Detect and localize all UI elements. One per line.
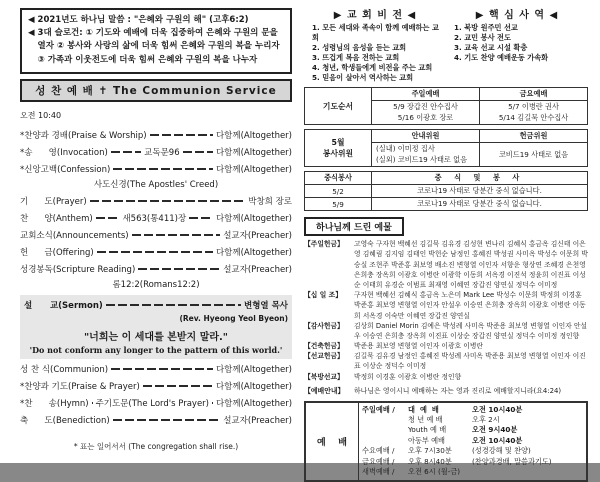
yearly-word-text: 2021년도 하나님 말씀 : "은혜와 구원의 해" (고후6:2) bbox=[37, 15, 249, 25]
schedule-name: 대 예 배 bbox=[408, 404, 439, 414]
worship-info-line bbox=[304, 387, 588, 397]
order-row-prayer bbox=[20, 193, 292, 210]
ministry-item: 1. 북방 원주민 선교 bbox=[454, 23, 518, 32]
schedule-prefix bbox=[362, 425, 408, 435]
order-row-confession bbox=[20, 161, 292, 178]
order-label: *신앙고백(Confession) bbox=[20, 165, 111, 176]
usher-cell bbox=[372, 143, 480, 167]
order-leader: 설교자(Preacher) bbox=[223, 416, 292, 427]
schedule-name: Youth 예 배 bbox=[408, 425, 447, 435]
apostles-creed-line: 사도신경(The Apostles' Creed) bbox=[93, 179, 219, 190]
offering-group-names: 김상희 Daniel Morin 김예은 박성례 사미옥 박준용 최보영 변형열 이인자 안설우 이승연 은희충 장옥희 이진표 이상순 장갑진 양연실 정덕수 이미정 정인향 bbox=[354, 321, 587, 340]
left-triangle-icon: ◀ bbox=[28, 15, 35, 25]
schedule-line-children bbox=[362, 436, 583, 446]
order-leader: 박창희 장로 bbox=[248, 197, 292, 208]
prayer-order-table bbox=[304, 87, 588, 125]
lunch-table-wrap bbox=[304, 171, 588, 211]
schedule-prefix: 새벽예배 / bbox=[362, 467, 395, 477]
sermon-preacher: 변형열 목사 bbox=[243, 301, 288, 312]
offering-group-label: 【감사헌금】 bbox=[304, 321, 344, 330]
order-row-offering bbox=[20, 244, 292, 261]
schedule-line-wednesday bbox=[362, 446, 583, 456]
order-row-announcements bbox=[20, 227, 292, 244]
leader-line bbox=[183, 151, 213, 153]
order-leader: 다함께(Altogether) bbox=[215, 148, 292, 159]
preacher-english-name: (Rev. Hyeong Yeol Byeon) bbox=[179, 313, 288, 323]
may-volunteer-table bbox=[304, 129, 588, 167]
schedule-line-youngadult bbox=[362, 415, 583, 425]
vision-item: 4. 청년, 학생들에게 비전을 주는 교회 bbox=[312, 63, 433, 73]
lunch-date: 5/2 bbox=[305, 185, 372, 198]
worship-info-verse: 하나님은 영이시니 예배하는 자는 영과 진리로 예배할지니라(요4:24) bbox=[354, 386, 562, 395]
offering-group-names: 구자현 백혜선 김혜식 홍금옥 노은미 Mark Lee 박성수 이문희 박정희 이경훈 박준홍 최보영 변형열 이인자 안설우 이승연 은희충 장옥희 이광호 이병란 이동희 서옥경 이숙만 이혜연 장갑진 양연실 bbox=[354, 291, 586, 320]
schedule-name: 오전 6시 (월-금) bbox=[408, 467, 461, 477]
schedule-line-dawn bbox=[362, 467, 583, 477]
vision-ministry-columns bbox=[304, 6, 588, 83]
ministry-item: 2. 교민 봉사 전도 bbox=[454, 33, 511, 43]
order-leader: 다함께(Altogether) bbox=[215, 365, 292, 376]
offering-committee-cell: 코비드19 사태로 없음 bbox=[480, 143, 588, 167]
order-row-invocation bbox=[20, 144, 292, 161]
order-label: *찬양과 기도(Praise & Prayer) bbox=[20, 382, 140, 393]
usher-header: 안내위원 bbox=[372, 130, 480, 143]
order-leader: 다함께(Altogether) bbox=[215, 382, 292, 393]
leader-line bbox=[96, 217, 120, 219]
order-row-communion bbox=[20, 361, 292, 378]
leader-line bbox=[113, 419, 221, 421]
core-ministry-section bbox=[446, 6, 588, 83]
schedule-time: (성경강해 및 찬양) bbox=[472, 446, 531, 456]
prayer-entry: 5/16 이광호 장로 bbox=[397, 112, 454, 122]
leader-line bbox=[92, 402, 93, 404]
lunch-date: 5/9 bbox=[305, 198, 372, 211]
offering-group-building bbox=[304, 341, 588, 351]
order-row-anthem bbox=[20, 210, 292, 227]
friday-prayer-cell bbox=[480, 101, 588, 125]
vision-item: 1. 모든 세대와 족속이 함께 예배하는 교회 bbox=[312, 23, 439, 43]
lunch-header-right: 중 식 및 봉 사 bbox=[372, 172, 588, 185]
order-leader: 설교자(Preacher) bbox=[223, 231, 292, 242]
scripture-reference-line: 롬12:2(Romans12:2) bbox=[112, 279, 200, 290]
order-label: 기 도(Prayer) bbox=[20, 197, 87, 208]
sermon-title-korean: "너희는 이 세대를 본받지 말라." bbox=[83, 331, 229, 343]
order-leader: 다함께(Altogether) bbox=[215, 399, 293, 410]
page-left-order-of-worship bbox=[0, 0, 300, 463]
offering-group-mission bbox=[304, 351, 588, 371]
usher-entry: (실외) 코비드19 사태로 없음 bbox=[376, 154, 468, 164]
service-time: 오전 10:40 bbox=[20, 110, 62, 120]
order-label: *찬양과 경배(Praise & Worship) bbox=[20, 131, 147, 142]
order-label: *송 영(Invocation) bbox=[20, 148, 108, 159]
order-row-hymn bbox=[20, 395, 292, 412]
schedule-name: 오후 7시30분 bbox=[408, 446, 452, 456]
schedule-name: 청 년 예 배 bbox=[408, 414, 443, 424]
church-vision-section bbox=[304, 6, 446, 83]
order-label: *찬 송(Hymn) bbox=[20, 399, 89, 410]
order-leader: 설교자(Preacher) bbox=[223, 265, 292, 276]
schedule-line-friday bbox=[362, 457, 583, 467]
prayer-entry: 5/7 이병란 권사 bbox=[508, 102, 559, 112]
prayer-entry: 5/14 김길묵 안수집사 bbox=[498, 112, 569, 122]
schedule-row-label: 예 배 bbox=[306, 403, 359, 480]
offering-group-label: 【선교헌금】 bbox=[304, 352, 344, 361]
church-vision-list bbox=[304, 23, 446, 83]
prayer-entry: 5/9 장갑진 안수집사 bbox=[393, 102, 458, 112]
volunteer-row-label bbox=[305, 130, 372, 167]
ministry-item: 4. 기도 찬양 예배운동 가속화 bbox=[454, 53, 549, 63]
order-leader: 다함께(Altogether) bbox=[215, 214, 292, 225]
leader-line bbox=[97, 251, 213, 253]
schedule-time: 오전 10시40분 bbox=[472, 404, 523, 414]
offering-group-label: 【주일헌금】 bbox=[304, 240, 344, 249]
order-leader: 다함께(Altogether) bbox=[215, 165, 292, 176]
usher-entry: (실내) 이미정 집사 bbox=[376, 144, 435, 154]
leader-line bbox=[150, 134, 213, 136]
order-center: 새563(통411)장 bbox=[122, 214, 187, 225]
sunday-service-header: 주일예배 bbox=[372, 88, 480, 101]
schedule-prefix bbox=[362, 436, 408, 446]
schedule-time: 오전 9시40분 bbox=[472, 425, 518, 435]
leader-line bbox=[132, 234, 221, 236]
volunteer-table-wrap bbox=[304, 129, 588, 167]
left-triangle-icon: ◀ bbox=[28, 28, 35, 39]
order-label: 헌 금(Offering) bbox=[20, 248, 94, 259]
offering-group-names: 박준용 최보영 변형열 이인자 이광호 이병란 bbox=[354, 342, 483, 351]
order-label: 축 도(Benediction) bbox=[20, 416, 110, 427]
service-title-bar bbox=[20, 79, 292, 102]
lunch-note: 코로나19 사태로 당분간 중식 없습니다. bbox=[372, 185, 588, 198]
volunteer-label-text: 봉사위원 bbox=[322, 149, 354, 159]
vision-item: 5. 믿음이 살아서 역사하는 교회 bbox=[312, 73, 414, 83]
offering-group-thanks bbox=[304, 321, 588, 341]
leader-line bbox=[90, 200, 246, 202]
prayer-order-table-wrap bbox=[304, 87, 588, 125]
slogan-line-1 bbox=[28, 14, 284, 27]
order-leader: 다함께(Altogether) bbox=[215, 248, 292, 259]
lunch-note: 코로나19 사태로 당분간 중식 없습니다. bbox=[372, 198, 588, 211]
offering-group-tithe bbox=[304, 290, 588, 321]
schedule-line-youth bbox=[362, 425, 583, 435]
offerings-title-box: 하나님께 드린 예물 bbox=[304, 217, 404, 236]
leader-line bbox=[111, 368, 213, 370]
leader-line bbox=[138, 268, 220, 270]
offering-group-names: 김길묵 김유경 남정인 홍혜진 박성례 사미옥 박준용 최보영 변형열 이인자 이진표 이상순 정덕수 이미정 bbox=[354, 352, 586, 371]
schedule-time: (찬양과경배, 말씀과기도) bbox=[472, 456, 552, 466]
leader-line bbox=[212, 402, 213, 404]
sermon-block bbox=[20, 295, 292, 359]
offering-group-label: 【십 일 조】 bbox=[304, 291, 343, 300]
sunday-prayer-cell bbox=[372, 101, 480, 125]
order-label: 설 교(Sermon) bbox=[24, 301, 103, 312]
service-title-korean: 성 찬 예 배 bbox=[35, 84, 94, 97]
volunteer-label-month: 5월 bbox=[331, 137, 345, 147]
offering-group-names: 박정희 이경훈 이광호 이병란 정인향 bbox=[354, 372, 462, 381]
offering-group-sunday bbox=[304, 239, 588, 290]
leader-line bbox=[106, 304, 241, 306]
order-row-praise bbox=[20, 127, 292, 144]
slogan-line-2 bbox=[28, 27, 284, 67]
offering-committee-header: 헌금위원 bbox=[480, 130, 588, 143]
schedule-prefix: 금요예배 / bbox=[362, 456, 395, 466]
page-right-church-info bbox=[300, 0, 600, 477]
schedule-prefix: 수요예배 / bbox=[362, 446, 395, 456]
service-title-english: The Communion Service bbox=[112, 84, 277, 97]
schedule-time: 오전 10시40분 bbox=[472, 435, 523, 445]
order-leader: 다함께(Altogether) bbox=[215, 131, 292, 142]
offering-group-names: 고영숙 구자현 백혜선 김길묵 김유경 김성현 변나리 김혜식 홍금옥 김신태 이은영 김혜림 김지임 김태인 박헌순 남정인 홍혜진 박성권 사미옥 박성수 이문희 박승실 조현주 박준홍 최보영 배소진 변형열 이인자 서향운 형상연 조혜경 은천영 은희충 장옥희 이광호 이병란 이광학 이동희 서옥경 이진석 정윤희 이진표 이성순 이태희 유경순 이범표 최재영 이혜연 장갑진 양연실 정덕수 이미정 bbox=[354, 240, 588, 289]
prayer-order-row-label: 기도순서 bbox=[305, 88, 372, 125]
order-row-sermon bbox=[24, 297, 288, 314]
core-ministry-title: ▶ 핵 심 사 역 ◀ bbox=[475, 10, 559, 21]
schedule-prefix: 주일예배 / bbox=[362, 404, 395, 414]
three-slogans-text: 3대 슬로건: ① 기도와 예배에 더욱 집중하여 은혜와 구원의 문을 열자 ② 봉사와 사랑의 삶에 더욱 힘써 은혜와 구원의 복을 누리자 ③ 가족과 이웃전도에 더욱 힘써 은혜와 구원의 복을 나누자 bbox=[37, 28, 280, 65]
church-vision-title: ▶ 교 회 비 전 ◀ bbox=[333, 10, 417, 21]
order-row-scripture bbox=[20, 261, 292, 278]
offering-group-label: 【북방선교】 bbox=[304, 372, 344, 381]
order-label: 성경봉독(Scripture Reading) bbox=[20, 265, 136, 276]
order-row-benediction bbox=[20, 412, 292, 429]
lunch-header-left: 중식봉사 bbox=[305, 172, 372, 185]
leader-line bbox=[111, 151, 141, 153]
schedule-name: 아동부 예배 bbox=[408, 435, 446, 445]
order-center: 주기도문(The Lord's Prayer) bbox=[95, 399, 209, 410]
cross-icon: ✝ bbox=[98, 84, 109, 97]
schedule-lines bbox=[359, 403, 586, 480]
worship-info-label: 【예배안내】 bbox=[304, 386, 345, 395]
offering-group-north-mission bbox=[304, 372, 588, 382]
order-label: 찬 양(Anthem) bbox=[20, 214, 93, 225]
order-label: 교회소식(Announcements) bbox=[20, 231, 129, 242]
schedule-prefix bbox=[362, 415, 408, 425]
vision-item: 2. 성령님의 음성을 듣는 교회 bbox=[312, 43, 407, 53]
leader-line bbox=[113, 168, 213, 170]
order-row-praise-prayer bbox=[20, 378, 292, 395]
sermon-title-english: 'Do not conform any longer to the pattern of this world.' bbox=[29, 344, 283, 355]
lunch-service-table bbox=[304, 171, 588, 211]
schedule-name: 오후 8시40분 bbox=[408, 456, 452, 466]
schedule-time: 오후 2시 bbox=[472, 414, 500, 424]
leader-line bbox=[143, 385, 213, 387]
ministry-item: 3. 교육 선교 시설 확충 bbox=[454, 43, 528, 53]
friday-service-header: 금요예배 bbox=[480, 88, 588, 101]
order-label: 성 찬 식(Communion) bbox=[20, 365, 109, 376]
core-ministry-list bbox=[446, 23, 588, 63]
leader-line bbox=[189, 217, 213, 219]
yearly-slogan-box bbox=[20, 8, 292, 74]
offering-group-label: 【건축헌금】 bbox=[304, 342, 344, 351]
rise-footnote: * 표는 일어서서 (The congregation shall rise.) bbox=[73, 441, 239, 451]
vision-item: 3. 뜨겁게 복음 전하는 교회 bbox=[312, 53, 400, 63]
worship-schedule-table bbox=[304, 401, 588, 482]
schedule-line-main bbox=[362, 405, 583, 415]
order-center: 교독문96 bbox=[144, 148, 180, 159]
